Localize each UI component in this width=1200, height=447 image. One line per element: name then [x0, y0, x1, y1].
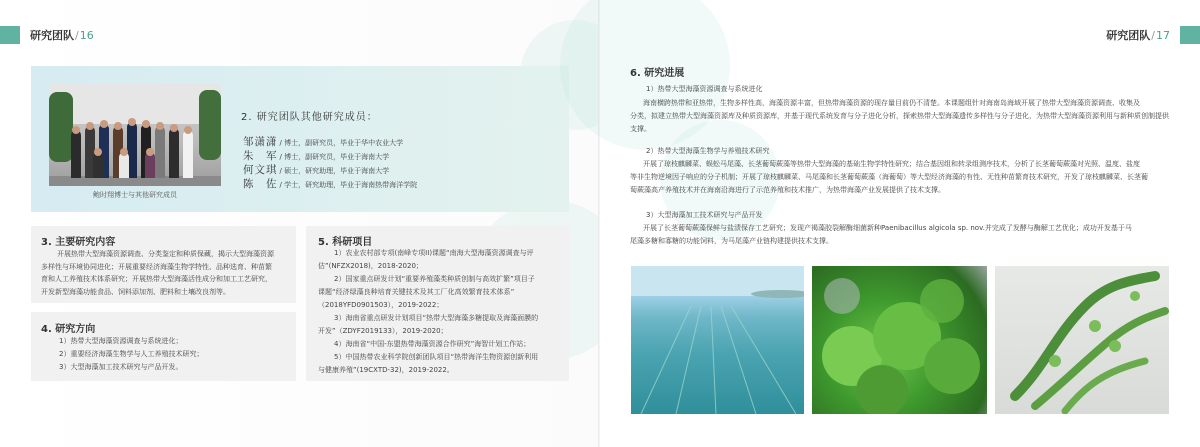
member-name: 邹潇潇 [243, 136, 278, 148]
main-research-text [41, 248, 293, 298]
projects-title: 5. 科研项目 [318, 237, 373, 248]
team-member [243, 134, 403, 149]
text-line: 萄蕨藻高产养殖技术并在海南沿海进行了示范养殖和技术推广，为热带海藻产业发展提供了技术支撑。 [630, 186, 945, 194]
text-line: 等非生物逆境因子响应的分子机制；开展了琼枝麒麟菜、马尾藻和长茎葡萄蕨藻（海葡萄）等大型经济海藻的有性、无性种苗繁育技术研究，开发了琼枝麒麟菜、长茎葡 [630, 173, 1148, 181]
header-accent-bar [0, 26, 20, 44]
project-line: 课题“经济绿藻良种培育关键技术及其工厂化高效繁育技术体系” [318, 288, 515, 296]
main-research-panel [31, 226, 296, 303]
project-line: 5）中国热带农业科学院创新团队项目“热带海洋生物资源创新利用 [334, 353, 539, 361]
direction-item: 1）热带大型海藻资源调查与系统进化； [59, 337, 183, 345]
text-line: 开发新型海藻功能食品、饲料添加剂、肥料和土壤改良剂等。 [41, 287, 230, 296]
text-line: 尾藻多糖和寡糖的功能饲料，为马尾藻产业链构建提供技术支撑。 [630, 237, 833, 245]
project-line: 开发”（ZDYF2019133），2019-2020； [318, 327, 448, 335]
seaweed-strand-graphic [995, 266, 1169, 414]
header-title: 研究团队 [30, 29, 74, 42]
progress-subtitle: 1）热带大型海藻资源调查与系统进化 [646, 85, 763, 93]
team-panel [31, 66, 569, 212]
text-line: 开展热带大型海藻资源调查、分类鉴定和种质保藏，揭示大型海藻资源 [57, 250, 274, 258]
team-member [243, 176, 417, 191]
text-line: 海南横跨热带和亚热带，生物多样性高，海藻资源丰富，但热带海藻资源的现存量目前仍不清楚。本课题组针对海南岛海域开展了热带大型海藻资源调查、收集及 [643, 99, 1140, 107]
text-line: 支撑。 [630, 125, 651, 133]
project-line: 3）海南省重点研发计划项目“热带大型海藻多糖提取及海藻面膜的 [334, 314, 539, 322]
sea-grapes-strand-photo [995, 266, 1169, 414]
project-line: 估”(NFZX2018)，2018-2020； [318, 262, 423, 270]
header-separator: / [75, 28, 79, 42]
sea-grapes-closeup-photo [812, 266, 987, 414]
team-member [243, 148, 389, 163]
member-desc: / 硕士，研究助理，毕业于海南大学 [279, 167, 390, 175]
text-line: 分类，拟建立热带大型海藻资源库及种质资源库，并基于现代系统发育与分子进化分析，探索热带大型海藻遗传多样性与分子进化，为热带大型海藻资源利用与新种质创制提供 [630, 112, 1169, 120]
member-desc: / 学士，研究助理，毕业于海南热带海洋学院 [279, 181, 418, 189]
header-separator: / [1151, 28, 1155, 42]
photo-caption: 鲍时翔博士与其他研究成员 [93, 191, 177, 199]
progress-paragraph [630, 222, 1200, 248]
member-name: 何文琪 [243, 164, 278, 176]
right-page [600, 0, 1200, 447]
team-members-title: 2. 研究团队其他研究成员： [241, 112, 378, 123]
progress-paragraph [630, 158, 1200, 197]
text-line: 开展了琼枝麒麟菜、蜈蚣马尾藻、长茎葡萄蕨藻等热带大型海藻的基础生物学特性研究；结合基因组和转录组测序技术，分析了长茎葡萄蕨藻对光照、温度、盐度 [643, 160, 1140, 168]
page-number: 16 [79, 28, 94, 42]
progress-paragraph [630, 97, 1200, 136]
farm-lines-graphic [631, 266, 804, 414]
left-header [0, 26, 94, 44]
member-name: 朱 军 [243, 150, 278, 162]
team-photo [49, 84, 221, 186]
project-line: （2018YFD0901503），2019-2022； [318, 301, 444, 309]
research-direction-title: 4. 研究方向 [41, 324, 96, 335]
text-line: 多样性与环境协同进化；开展重要经济海藻生物学特性、品种选育、种苗繁 [41, 262, 272, 271]
research-direction-panel [31, 312, 296, 381]
member-desc: / 博士，副研究员，毕业于华中农业大学 [279, 139, 404, 147]
text-line: 育和人工养殖技术体系研究；开展热带大型海藻活性成分和加工工艺研究， [41, 275, 272, 283]
seaweed-farm-photo [631, 266, 804, 414]
member-name: 陈 佐 [243, 178, 278, 190]
direction-item: 2）重要经济海藻生物学与人工养殖技术研究； [59, 350, 204, 358]
direction-item: 3）大型海藻加工技术研究与产品开发。 [59, 363, 183, 371]
progress-subtitle: 3）大型海藻加工技术研究与产品开发 [646, 211, 763, 219]
header-title: 研究团队 [1106, 29, 1151, 42]
progress-title: 6. 研究进展 [630, 68, 685, 79]
right-header [1106, 26, 1200, 44]
projects-panel [306, 226, 569, 381]
sea-grapes-graphic [812, 266, 987, 414]
text-line: 开展了长茎葡萄蕨藻保鲜与盐渍保存工艺研究；发现产褐藻胶裂解酶细菌新种Paenibacillus algicola sp. nov.并完成了发酵与酶解工艺优化；成功开发基于马 [643, 224, 1132, 232]
project-line: 4）海南省“中国-东盟热带海藻资源合作研究”海智计划工作站； [334, 340, 531, 348]
header-accent-bar [1180, 26, 1200, 44]
project-line: 2）国家重点研发计划“重要养殖藻类种质创制与高效扩繁”项目子 [334, 275, 535, 283]
project-line: 1）农业农村部专项(南峰专项II)课题“南海大型海藻资源调查与评 [334, 249, 534, 257]
progress-subtitle: 2）热带大型海藻生物学与养殖技术研究 [646, 147, 770, 155]
project-line: 与健康养殖”(19CXTD-32)，2019-2022。 [318, 366, 454, 374]
main-research-title: 3. 主要研究内容 [41, 237, 116, 248]
page-number: 17 [1156, 28, 1170, 42]
member-desc: / 博士，副研究员，毕业于海南大学 [279, 153, 390, 161]
team-member [243, 162, 389, 177]
